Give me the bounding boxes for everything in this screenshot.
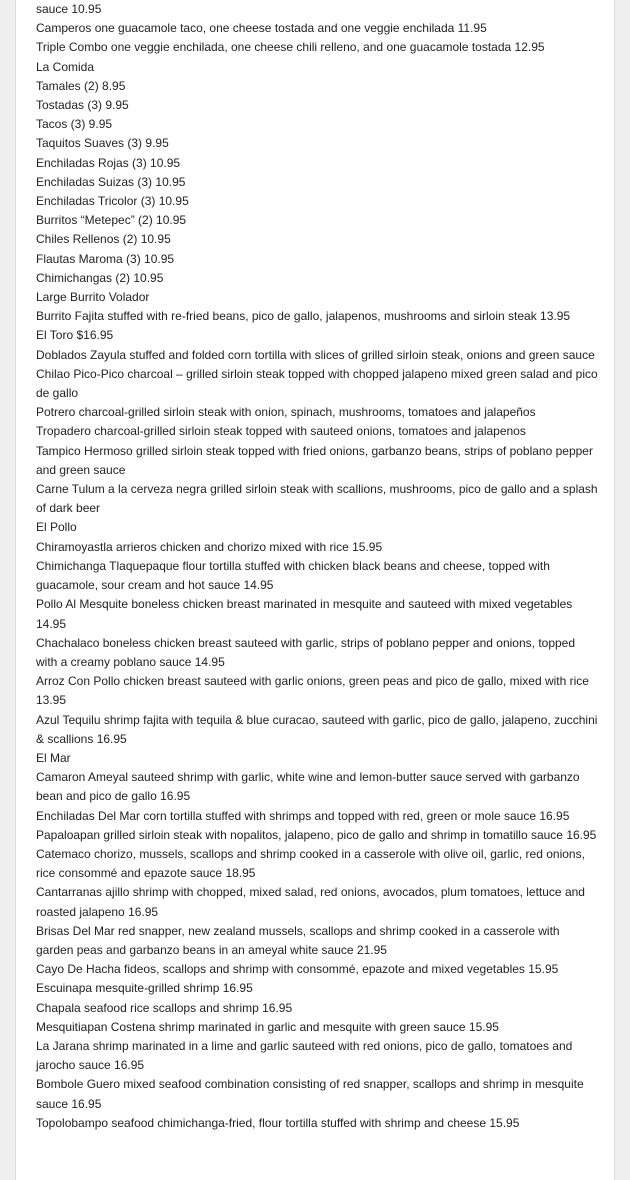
menu-line: Carne Tulum a la cerveza negra grilled sirloin steak with scallions, mushrooms, pico de gallo and a splash of dark beer	[36, 482, 598, 516]
menu-line: Catemaco chorizo, mussels, scallops and shrimp cooked in a casserole with olive oil, garlic, red onions, rice consommé and epazote sauce 18.95	[36, 846, 585, 881]
menu-line: Large Burrito Volador	[36, 290, 150, 305]
menu-line: Camperos one guacamole taco, one cheese tostada and one veggie enchilada 11.95	[36, 21, 487, 36]
menu-line: Enchiladas Del Mar corn tortilla stuffed with shrimps and topped with red, green or mole sauce 16.95	[36, 808, 570, 823]
menu-line: Chimichanga Tlaquepaque flour tortilla stuffed with chicken black beans and cheese, topped with guacamole, sour cream and hot sauce 14.95	[36, 558, 550, 593]
menu-line: Topolobampo seafood chimichanga-fried, flour tortilla stuffed with shrimp and cheese 15.95	[36, 1115, 520, 1130]
menu-line: Chimichangas (2) 10.95	[36, 270, 164, 285]
menu-line: Enchiladas Tricolor (3) 10.95	[36, 194, 189, 209]
menu-line: La Jarana shrimp marinated in a lime and garlic sauteed with red onions, pico de gallo, tomatoes and jarocho sauce 16.95	[36, 1038, 573, 1073]
menu-line: Chiramoyastla arrieros chicken and chorizo mixed with rice 15.95	[36, 539, 383, 554]
menu-line: El Toro $16.95	[36, 328, 114, 343]
menu-line: Chachalaco boneless chicken breast sauteed with garlic, strips of poblano pepper and onions, topped with a creamy poblano sauce 14.95	[36, 635, 576, 669]
menu-line: Chapala seafood rice scallops and shrimp 16.95	[36, 1000, 293, 1015]
menu-line: Tropadero charcoal-grilled sirloin steak topped with sauteed onions, tomatoes and jalapenos	[36, 424, 526, 439]
menu-line: Taquitos Suaves (3) 9.95	[36, 136, 169, 151]
menu-line: La Comida	[36, 59, 95, 74]
menu-line: Cantarranas ajillo shrimp with chopped, mixed salad, red onions, avocados, plum tomatoes, lettuce and roasted jalapeno 16.95	[36, 885, 585, 919]
menu-line: Tostadas (3) 9.95	[36, 98, 129, 113]
menu-line: Enchiladas Suizas (3) 10.95	[36, 174, 186, 189]
menu-line: Doblados Zayula stuffed and folded corn tortilla with slices of grilled sirloin steak, onions and green sauce	[36, 347, 595, 362]
menu-line: Mesquitiapan Costena shrimp marinated in garlic and mesquite with green sauce 15.95	[36, 1019, 499, 1034]
menu-line: sauce 10.95	[36, 2, 102, 16]
menu-line: Cayo De Hacha fideos, scallops and shrimp with consommé, epazote and mixed vegetables 15.95	[36, 962, 559, 977]
menu-line: Flautas Maroma (3) 10.95	[36, 251, 175, 266]
menu-line: Chiles Rellenos (2) 10.95	[36, 232, 171, 247]
menu-line: Tacos (3) 9.95	[36, 117, 113, 132]
menu-line: Escuinapa mesquite-grilled shrimp 16.95	[36, 981, 253, 996]
menu-line: Brisas Del Mar red snapper, new zealand mussels, scallops and shrimp cooked in a casserole with garden peas and garbanzo beans in an ameyal white sauce 21.95	[36, 923, 560, 957]
menu-line: Bombole Guero mixed seafood combination consisting of red snapper, scallops and shrimp in mesquite sauce 16.95	[36, 1077, 584, 1111]
menu-line: Papaloapan grilled sirloin steak with nopalitos, jalapeno, pico de gallo and shrimp in tomatillo sauce 16.95	[36, 827, 597, 842]
menu-line: Chilao Pico-Pico charcoal – grilled sirloin steak topped with chopped jalapeno mixed green salad and pico de gallo	[36, 366, 598, 401]
menu-line: Arroz Con Pollo chicken breast sauteed with garlic onions, green peas and pico de gallo, mixed with rice 13.95	[36, 674, 589, 708]
menu-line: Triple Combo one veggie enchilada, one cheese chili relleno, and one guacamole tostada 12.95	[36, 40, 545, 55]
menu-line: Burrito Fajita stuffed with re-fried beans, pico de gallo, jalapenos, mushrooms and sirloin steak 13.95	[36, 309, 571, 324]
menu-panel	[15, 0, 615, 1180]
menu-line: Azul Tequilu shrimp fajita with tequila & blue curacao, sauteed with garlic, pico de gallo, jalapeno, zucchini & scallions 16.95	[36, 712, 598, 746]
menu-line: El Mar	[36, 750, 71, 765]
menu-line: Enchiladas Rojas (3) 10.95	[36, 155, 181, 170]
menu-line: Camaron Ameyal sauteed shrimp with garlic, white wine and lemon-butter sauce served with garbanzo bean and pico de gallo 16.95	[36, 770, 580, 804]
menu-line: Tampico Hermoso grilled sirloin steak topped with fried onions, garbanzo beans, strips of poblano pepper and green sauce	[36, 443, 593, 477]
menu-line: Burritos “Metepec” (2) 10.95	[36, 213, 187, 228]
menu-line: Pollo Al Mesquite boneless chicken breast marinated in mesquite and sauteed with mixed vegetables 14.95	[36, 597, 573, 631]
menu-list	[36, 0, 598, 1133]
menu-line: Tamales (2) 8.95	[36, 78, 126, 93]
menu-line: El Pollo	[36, 520, 77, 535]
menu-line: Potrero charcoal-grilled sirloin steak with onion, spinach, mushrooms, tomatoes and jalapeños	[36, 405, 536, 420]
